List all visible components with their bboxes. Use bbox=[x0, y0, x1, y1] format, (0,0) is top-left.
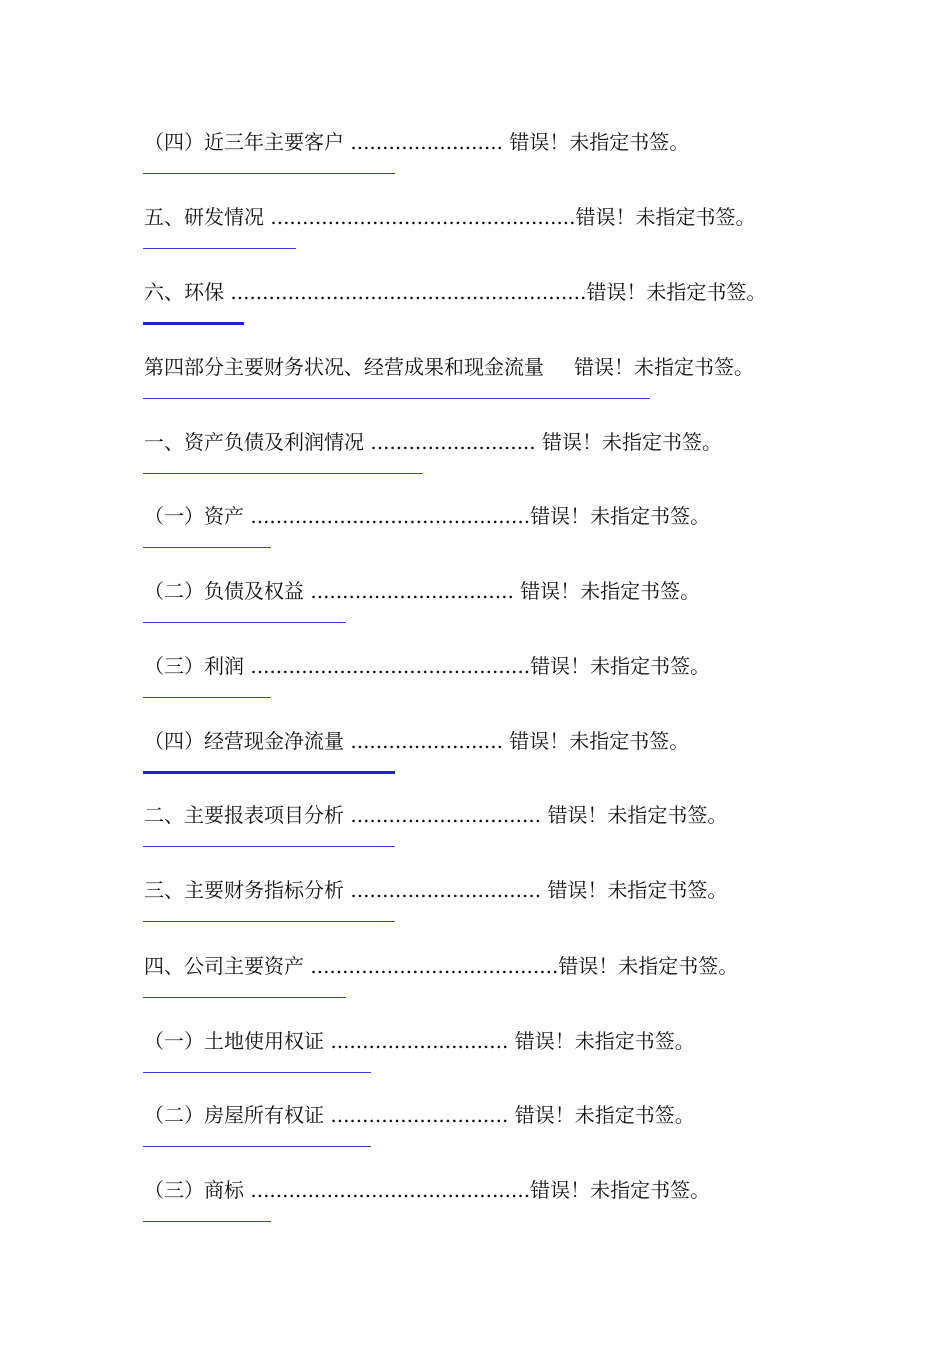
toc-dot-leader: ........................ bbox=[344, 729, 510, 753]
toc-dot-leader: ............................ bbox=[324, 1103, 515, 1127]
toc-entry-text[interactable] bbox=[144, 429, 722, 455]
toc-page-reference: 错误！未指定书签。 bbox=[509, 729, 690, 753]
toc-dot-leader: ....................................... bbox=[304, 954, 559, 978]
toc-page-reference: 错误！未指定书签。 bbox=[574, 355, 754, 379]
toc-dot-leader: .............................. bbox=[344, 878, 548, 902]
toc-entry[interactable] bbox=[0, 1177, 950, 1252]
hyperlink-underline bbox=[143, 846, 395, 847]
toc-page-reference: 错误！未指定书签。 bbox=[547, 878, 728, 902]
toc-page-reference: 错误！未指定书签。 bbox=[530, 1178, 711, 1202]
toc-dot-leader: ................................ bbox=[304, 579, 521, 603]
toc-dot-leader: ........................ bbox=[344, 130, 510, 154]
toc-entry-title: （二）负债及权益 bbox=[144, 579, 304, 603]
toc-dot-leader: ............................ bbox=[324, 1029, 515, 1053]
toc-entry[interactable] bbox=[0, 354, 950, 429]
toc-entry-text[interactable] bbox=[144, 802, 727, 828]
toc-entry-text[interactable] bbox=[144, 204, 756, 230]
toc-dot-leader: .............................. bbox=[344, 803, 548, 827]
hyperlink-underline bbox=[143, 1221, 271, 1222]
toc-entry-text[interactable] bbox=[144, 503, 710, 529]
toc-dot-leader: ........................................................ bbox=[224, 280, 587, 304]
toc-entry-title: （二）房屋所有权证 bbox=[144, 1103, 324, 1127]
toc-entry-title: 第四部分主要财务状况、经营成果和现金流量 bbox=[144, 355, 544, 379]
toc-entry[interactable] bbox=[0, 429, 950, 504]
toc-page-reference: 错误！未指定书签。 bbox=[547, 803, 728, 827]
hyperlink-underline bbox=[143, 398, 650, 399]
hyperlink-underline bbox=[143, 473, 423, 474]
toc-entry-title: （三）利润 bbox=[144, 654, 244, 678]
toc-dot-leader: ............................................ bbox=[244, 1178, 531, 1202]
toc-entry[interactable] bbox=[0, 1028, 950, 1103]
toc-page-reference: 错误！未指定书签。 bbox=[575, 205, 756, 229]
toc-entry-text[interactable] bbox=[144, 953, 738, 979]
hyperlink-underline bbox=[143, 997, 346, 998]
toc-entry-title: （四）近三年主要客户 bbox=[144, 130, 344, 154]
toc-entry[interactable] bbox=[0, 728, 950, 803]
toc-page-reference: 错误！未指定书签。 bbox=[586, 280, 767, 304]
toc-entry-title: 五、研发情况 bbox=[144, 205, 264, 229]
toc-page-reference: 错误！未指定书签。 bbox=[509, 130, 690, 154]
toc-page-reference: 错误！未指定书签。 bbox=[514, 1029, 695, 1053]
hyperlink-underline bbox=[143, 1146, 371, 1147]
toc-entry-text[interactable] bbox=[144, 877, 727, 903]
toc-entry-title: （一）资产 bbox=[144, 504, 244, 528]
toc-entry-text[interactable] bbox=[144, 129, 689, 155]
toc-dot-leader: ............................................ bbox=[244, 654, 531, 678]
toc-entry[interactable] bbox=[0, 204, 950, 279]
toc-entry-title: 一、资产负债及利润情况 bbox=[144, 430, 364, 454]
toc-entry-title: （一）土地使用权证 bbox=[144, 1029, 324, 1053]
hyperlink-underline bbox=[143, 547, 271, 548]
toc-entry-text[interactable] bbox=[144, 354, 754, 380]
hyperlink-underline bbox=[143, 622, 346, 623]
toc-page-reference: 错误！未指定书签。 bbox=[514, 1103, 695, 1127]
toc-entry-text[interactable] bbox=[144, 578, 700, 604]
toc-entry-text[interactable] bbox=[144, 1102, 695, 1128]
hyperlink-underline bbox=[143, 173, 395, 174]
toc-entry[interactable] bbox=[0, 653, 950, 728]
toc-page-reference: 错误！未指定书签。 bbox=[530, 654, 711, 678]
toc-entry-title: （四）经营现金净流量 bbox=[144, 729, 344, 753]
toc-dot-leader: .......................... bbox=[364, 430, 543, 454]
hyperlink-underline bbox=[143, 1072, 371, 1073]
toc-entry[interactable] bbox=[0, 503, 950, 578]
toc-page-reference: 错误！未指定书签。 bbox=[530, 504, 711, 528]
toc-entry-text[interactable] bbox=[144, 279, 766, 305]
toc-entry[interactable] bbox=[0, 877, 950, 952]
toc-entry[interactable] bbox=[0, 802, 950, 877]
hyperlink-underline bbox=[143, 921, 395, 922]
toc-entry[interactable] bbox=[0, 578, 950, 653]
toc-entry-title: 四、公司主要资产 bbox=[144, 954, 304, 978]
hyperlink-underline bbox=[143, 322, 244, 325]
toc-dot-leader: ............................................ bbox=[244, 504, 531, 528]
toc-entry-title: 六、环保 bbox=[144, 280, 224, 304]
hyperlink-underline bbox=[143, 248, 296, 249]
toc-page-reference: 错误！未指定书签。 bbox=[558, 954, 739, 978]
hyperlink-underline bbox=[143, 697, 271, 698]
toc-entry-text[interactable] bbox=[144, 1177, 710, 1203]
toc-page-reference: 错误！未指定书签。 bbox=[520, 579, 701, 603]
toc-entry-text[interactable] bbox=[144, 653, 710, 679]
toc-entry-title: 二、主要报表项目分析 bbox=[144, 803, 344, 827]
toc-entry-title: （三）商标 bbox=[144, 1178, 244, 1202]
toc-entry-text[interactable] bbox=[144, 1028, 695, 1054]
toc-entry[interactable] bbox=[0, 279, 950, 354]
toc-dot-leader: ................................................ bbox=[264, 205, 576, 229]
toc-entry-title: 三、主要财务指标分析 bbox=[144, 878, 344, 902]
toc-entry-text[interactable] bbox=[144, 728, 689, 754]
hyperlink-underline bbox=[143, 771, 395, 774]
toc-entry[interactable] bbox=[0, 1102, 950, 1177]
toc-entry[interactable] bbox=[0, 129, 950, 204]
toc-entry[interactable] bbox=[0, 953, 950, 1028]
toc-page-reference: 错误！未指定书签。 bbox=[542, 430, 723, 454]
